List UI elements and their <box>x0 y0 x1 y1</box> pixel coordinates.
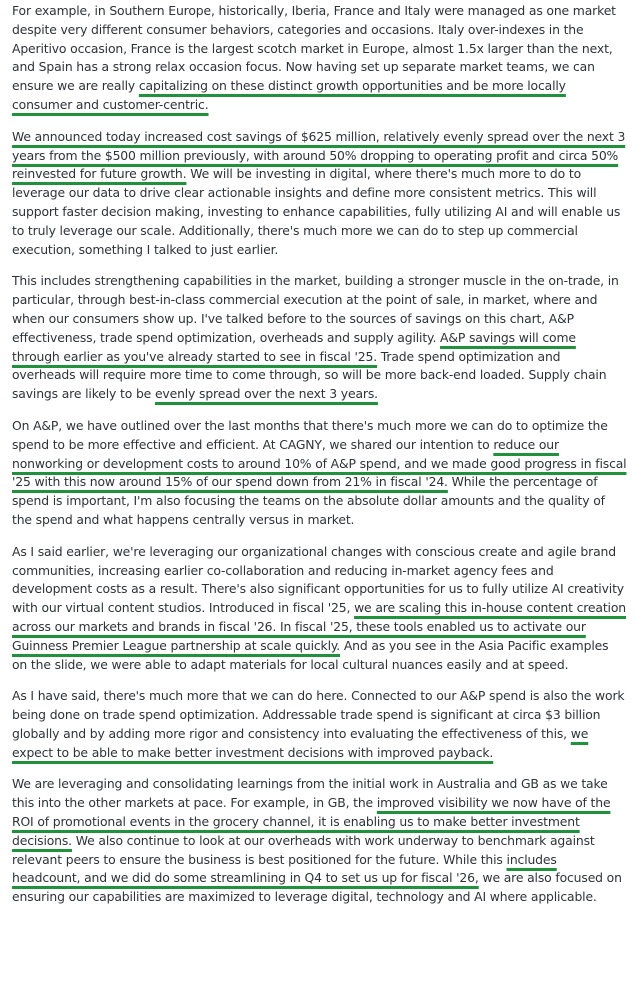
text-segment: we are also focused on ensuring our capabilities are maximized to leverage digital, technology and AI where applicable. <box>12 870 622 905</box>
paragraph-capabilities <box>12 272 627 404</box>
text-segment: This includes strengthening capabilities in the market, building a stronger muscle in the on-trade, in particular, through best-in-class commercial execution at the point of sale, in market, where and when our consumers show up. I've talked before to the sources of savings on this chart, A&P effectiveness, trade spend optimization, overheads and supply agility. <box>12 273 619 345</box>
text-segment: As I said earlier, we're leveraging our organizational changes with conscious create and agile brand communities, increasing earlier co-collaboration and reducing in-market agency fees and development costs as a result. There's also significant opportunities for us to fully utilize AI creativity with our virtual content studios. Introduced in fiscal '25, <box>12 543 624 616</box>
text-segment: We also continue to look at our overheads with work underway to benchmark against relevant peers to ensure the business is best positioned for the future. While this <box>12 832 595 867</box>
paragraph-learnings <box>12 775 627 907</box>
highlighted-text: capitalizing on these distinct growth opportunities and be more locally consumer and customer-centric. <box>12 78 566 112</box>
text-segment: While the percentage of spend is important, I'm also focusing the teams on the absolute dollar amounts and the quality of the spend and what happens centrally versus in market. <box>12 474 605 527</box>
text-segment: And as you see in the Asia Pacific examples on the slide, we were able to adapt materials for local cultural nuances easily and at speed. <box>12 637 609 672</box>
paragraph-southern-europe <box>12 2 627 115</box>
highlighted-text: improved visibility we now have of the ROI of promotional events in the grocery channel, it is enabling us to make better investment decisions. <box>12 795 611 848</box>
highlighted-text: A&P savings will come through earlier as you've already started to see in fiscal '25. <box>12 329 576 364</box>
text-segment: On A&P, we have outlined over the last months that there's much more we can do to optimize the spend to be more effective and efficient. At CAGNY, we shared our intention to <box>12 417 608 452</box>
text-segment: Trade spend optimization and overheads will require more time to come through, so will be more back-end loaded. Supply chain savings are likely to be <box>12 348 607 402</box>
highlighted-text: reduce our nonworking or development costs to around 10% of A&P spend, and we made good progress in fiscal '25 with this now around 15% of our spend down from 21% in fiscal '24. <box>12 436 627 490</box>
paragraph-cost-savings <box>12 128 627 260</box>
highlighted-text: we expect to be able to make better investment decisions with improved payback. <box>12 725 589 760</box>
highlighted-text: we are scaling this in-house content creation across our markets and brands in fiscal '26. In fiscal '25, these tools enabled us to activate our Guinness Premier League partnership at scale quickly. <box>12 600 626 653</box>
text-segment: For example, in Southern Europe, historically, Iberia, France and Italy were managed as one market despite very different consumer behaviors, categories and occasions. Italy over-indexes in the Aperitivo occasion, France is the largest scotch market in Europe, almost 1.5x larger than the next, and Spain has a strong relax occasion focus. Now having set up separate market teams, we can ensure we are really <box>12 3 616 94</box>
paragraph-content-creation <box>12 543 627 675</box>
highlighted-text: We announced today increased cost savings of $625 million, relatively evenly spread over the next 3 years from the $500 million previously, with around 50% dropping to operating profit and circa 50% reinvested for future growth. <box>12 128 626 182</box>
paragraph-ap-spend <box>12 417 627 530</box>
text-segment: We will be investing in digital, where there's much more to do to leverage our data to drive clear actionable insights and define more consistent metrics. This will support faster decision making, investing to enhance capabilities, fully utilizing AI and will enable us to truly leverage our scale. Additionally, there's much more we can do to step up commercial execution, something I talked to just earlier. <box>12 166 621 257</box>
text-segment: As I have said, there's much more that we can do here. Connected to our A&P spend is also the work being done on trade spend optimization. Addressable trade spend is significant at circa $3 billion globally and by adding more rigor and consistency into evaluating the effectiveness of this, <box>12 688 625 741</box>
highlighted-text: evenly spread over the next 3 years. <box>154 386 378 402</box>
text-segment: We are leveraging and consolidating learnings from the initial work in Australia and GB as we take this into the other markets at pace. For example, in GB, the <box>12 776 608 811</box>
paragraph-trade-spend <box>12 687 627 762</box>
highlighted-text: includes headcount, and we did do some streamlining in Q4 to set us up for fiscal '26, <box>12 851 557 886</box>
